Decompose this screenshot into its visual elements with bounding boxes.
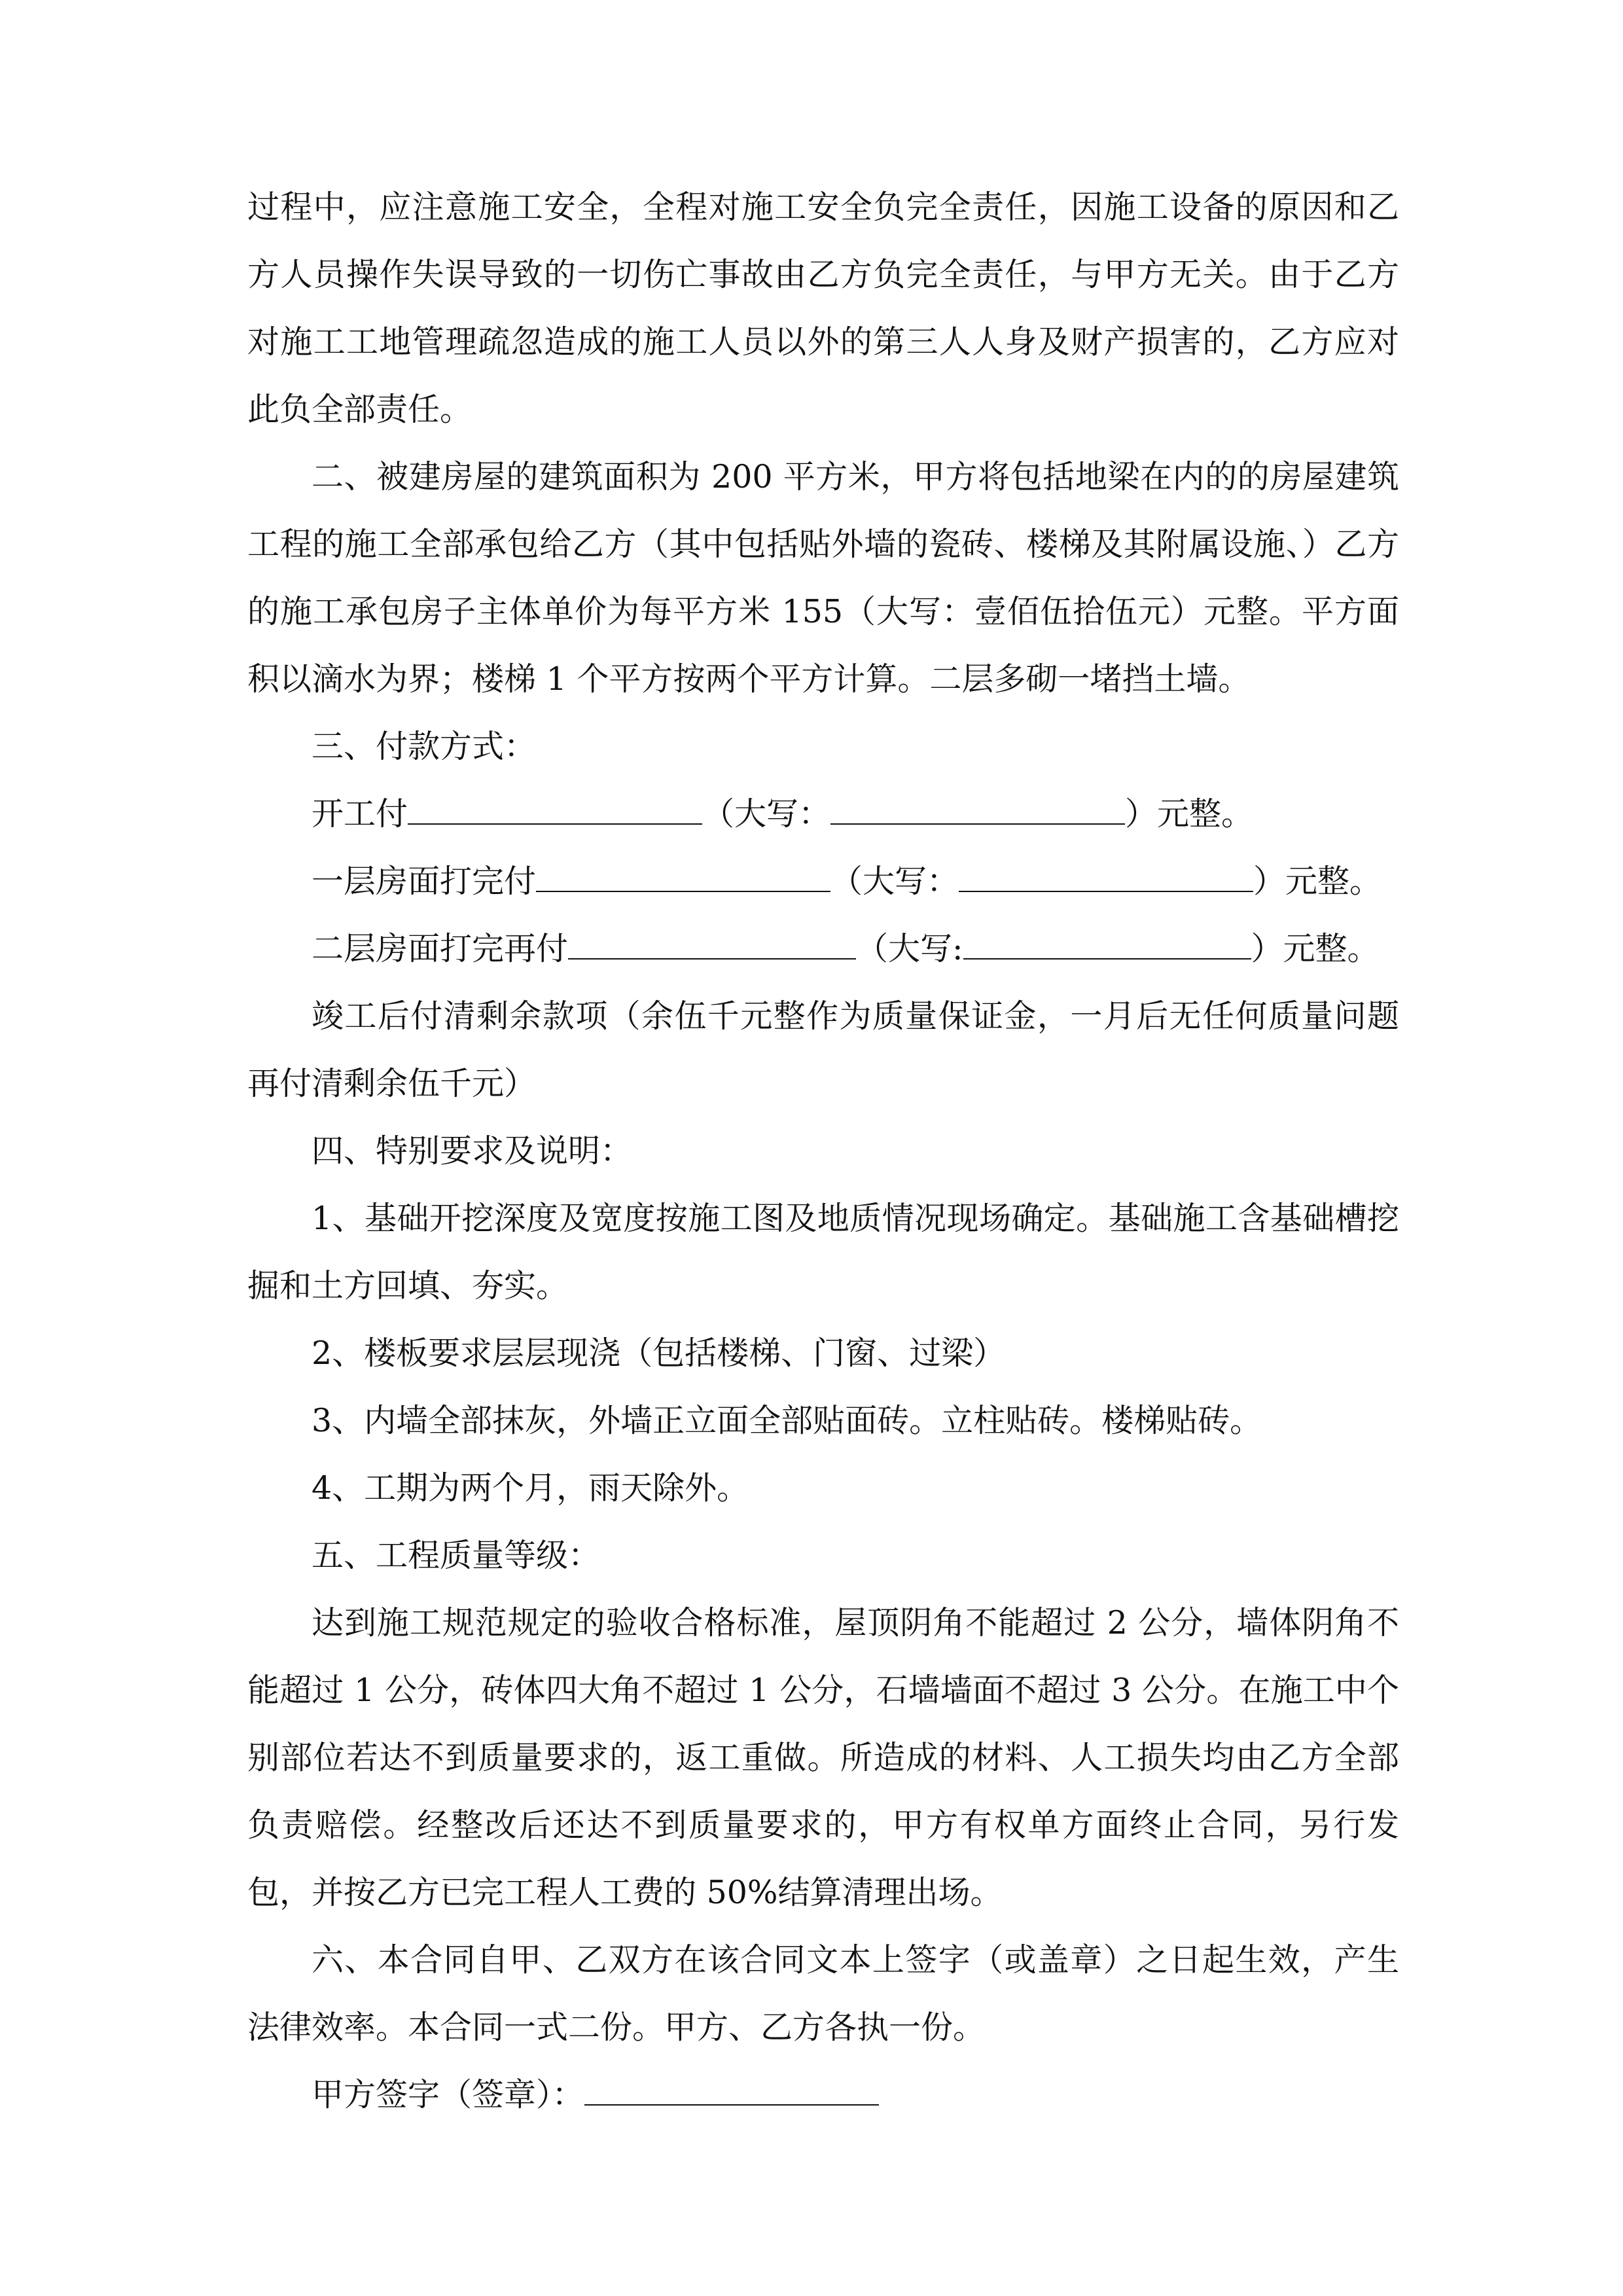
- payment-floor2-daxie-blank: [963, 931, 1251, 960]
- section-heading-payment: 三、付款方式：: [312, 728, 537, 765]
- requirement-item-1: 1、基础开挖深度及宽度按施工图及地质情况现场确定。基础施工含基础槽挖掘和土方回填、夯实。: [247, 1200, 1399, 1304]
- section-heading-requirements: 四、特别要求及说明：: [312, 1132, 633, 1170]
- payment-start-daxie-blank: [830, 796, 1125, 825]
- payment-floor1-label: 一层房面打完付: [312, 863, 537, 900]
- requirement-item-3: 3、内墙全部抹灰，外墙正立面全部贴面砖。立柱贴砖。楼梯贴砖。: [312, 1402, 1262, 1439]
- contract-page: [247, 173, 1399, 2128]
- signature-line-party-a: [247, 2061, 1399, 2128]
- payment-floor1-amount-blank: [536, 863, 830, 892]
- payment-line-floor1: [247, 848, 1399, 915]
- payment-floor1-daxie-label: （大写：: [830, 863, 959, 900]
- payment-floor2-daxie-label: （大写:: [856, 930, 963, 967]
- section-heading-quality: 五、工程质量等级：: [312, 1537, 601, 1574]
- requirement-item-4: 4、工期为两个月，雨天除外。: [312, 1469, 749, 1507]
- payment-floor1-daxie-blank: [959, 863, 1253, 892]
- payment-floor2-label: 二层房面打完再付: [312, 930, 569, 967]
- paragraph-safety-responsibility: 过程中，应注意施工安全，全程对施工安全负完全责任，因施工设备的原因和乙方人员操作失误导致的一切伤亡事故由乙方负完全责任，与甲方无关。由于乙方对施工工地管理疏忽造成的施工人员以外的第三人人身及财产损害的，乙方应对此负全部责任。: [247, 188, 1399, 428]
- payment-floor2-end: ）元整。: [1251, 930, 1380, 967]
- signature-party-a-blank: [584, 2077, 879, 2106]
- payment-line-floor2: [247, 915, 1399, 982]
- payment-final: 竣工后付清剩余款项（余伍千元整作为质量保证金，一月后无任何质量问题再付清剩余伍千元）: [247, 997, 1399, 1102]
- signature-party-a-label: 甲方签字（签章）：: [312, 2076, 584, 2113]
- payment-floor1-end: ）元整。: [1253, 863, 1382, 900]
- paragraph-contract-effect: 六、本合同自甲、乙双方在该合同文本上签字（或盖章）之日起生效，产生法律效率。本合同一式二份。甲方、乙方各执一份。: [247, 1941, 1399, 2046]
- requirement-item-2: 2、楼板要求层层现浇（包括楼梯、门窗、过梁）: [312, 1335, 1006, 1372]
- payment-start-daxie-label: （大写：: [702, 795, 831, 833]
- paragraph-building-area: 二、被建房屋的建筑面积为 200 平方米，甲方将包括地梁在内的的房屋建筑工程的施工全部承包给乙方（其中包括贴外墙的瓷砖、楼梯及其附属设施、）乙方的施工承包房子主体单价为每平方米 155（大写：壹佰伍拾伍元）元整。平方面积以滴水为界；楼梯 1 个平方按两个平方计算。二层多砌一堵挡土墙。: [247, 458, 1399, 698]
- payment-start-label: 开工付: [312, 795, 408, 833]
- payment-floor2-amount-blank: [568, 931, 856, 960]
- payment-start-amount-blank: [408, 796, 702, 825]
- paragraph-quality-standard: 达到施工规范规定的验收合格标准，屋顶阴角不能超过 2 公分，墙体阴角不能超过 1 公分，砖体四大角不超过 1 公分，石墙墙面不超过 3 公分。在施工中个别部位若达不到质量要求的，返工重做。所造成的材料、人工损失均由乙方全部负责赔偿。经整改后还达不到质量要求的，甲方有权单方面终止合同，另行发包，并按乙方已完工程人工费的 50%结算清理出场。: [247, 1604, 1399, 1911]
- payment-line-start: [247, 780, 1399, 848]
- payment-start-end: ）元整。: [1125, 795, 1254, 833]
